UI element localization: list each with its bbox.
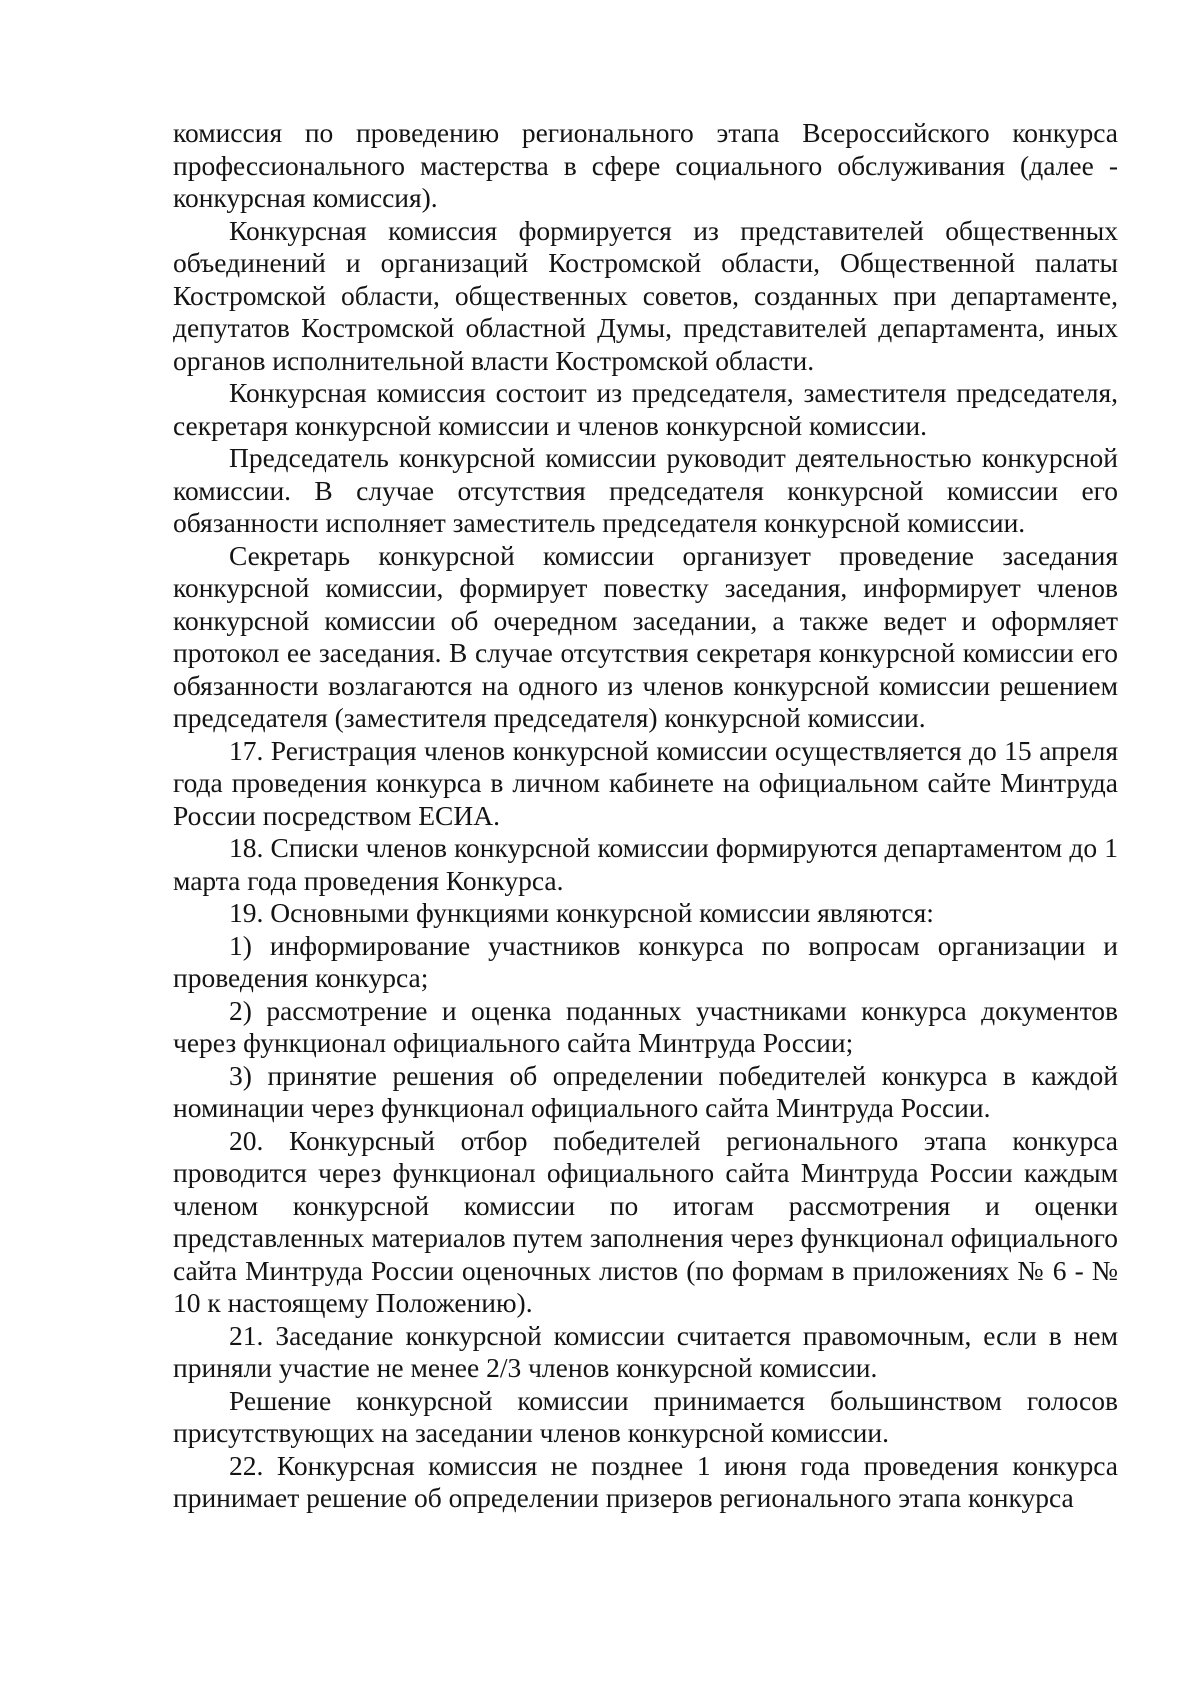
paragraph-commission-structure: Конкурсная комиссия состоит из председателя, заместителя председателя, секретаря конкурсной комиссии и членов конкурсной комиссии.	[173, 377, 1118, 441]
paragraph-secretary-duties: Секретарь конкурсной комиссии организует проведение заседания конкурсной комиссии, формирует повестку заседания, информирует членов конкурсной комиссии об очередном заседании, а также ведет и оформляет протокол ее заседания. В случае отсутствия секретаря конкурсной комиссии его обязанности возлагаются на одного из членов конкурсной комиссии решением председателя (заместителя председателя) конкурсной комиссии.	[173, 539, 1118, 733]
paragraph-clause-17: 17. Регистрация членов конкурсной комиссии осуществляется до 15 апреля года проведения конкурса в личном кабинете на официальном сайте Минтруда России посредством ЕСИА.	[173, 734, 1118, 831]
list-item-function-3: 3) принятие решения об определении победителей конкурса в каждой номинации через функционал официального сайта Минтруда России.	[173, 1059, 1118, 1123]
paragraph-clause-18: 18. Списки членов конкурсной комиссии формируются департаментом до 1 марта года проведения Конкурса.	[173, 832, 1118, 896]
list-item-function-1: 1) информирование участников конкурса по вопросам организации и проведения конкурса;	[173, 929, 1118, 993]
list-item-function-2: 2) рассмотрение и оценка поданных участниками конкурса документов через функционал официального сайта Минтруда России;	[173, 994, 1118, 1058]
paragraph-commission-definition: комиссия по проведению регионального этапа Всероссийского конкурса профессионального мастерства в сфере социального обслуживания (далее - конкурсная комиссия).	[173, 117, 1118, 213]
paragraph-chairman-duties: Председатель конкурсной комиссии руководит деятельностью конкурсной комиссии. В случае отсутствия председателя конкурсной комиссии его обязанности исполняет заместитель председателя конкурсной комиссии.	[173, 442, 1118, 538]
paragraph-decision-majority: Решение конкурсной комиссии принимается большинством голосов присутствующих на заседании членов конкурсной комиссии.	[173, 1384, 1118, 1448]
paragraph-clause-22: 22. Конкурсная комиссия не позднее 1 июня года проведения конкурса принимает решение об определении призеров регионального этапа конкурса	[173, 1449, 1118, 1513]
paragraph-clause-21: 21. Заседание конкурсной комиссии считается правомочным, если в нем приняли участие не менее 2/3 членов конкурсной комиссии.	[173, 1319, 1118, 1383]
paragraph-clause-20: 20. Конкурсный отбор победителей регионального этапа конкурса проводится через функционал официального сайта Минтруда России каждым членом конкурсной комиссии по итогам рассмотрения и оценки представленных материалов путем заполнения через функционал официального сайта Минтруда России оценочных листов (по формам в приложениях № 6 - № 10 к настоящему Положению).	[173, 1124, 1118, 1318]
paragraph-clause-19: 19. Основными функциями конкурсной комиссии являются:	[229, 897, 934, 928]
paragraph-commission-composition: Конкурсная комиссия формируется из представителей общественных объединений и организаций Костромской области, Общественной палаты Костромской области, общественных советов, созданных при департаменте, депутатов Костромской областной Думы, представителей департамента, иных органов исполнительной власти Костромской области.	[173, 214, 1118, 376]
document-body	[173, 117, 1118, 1515]
